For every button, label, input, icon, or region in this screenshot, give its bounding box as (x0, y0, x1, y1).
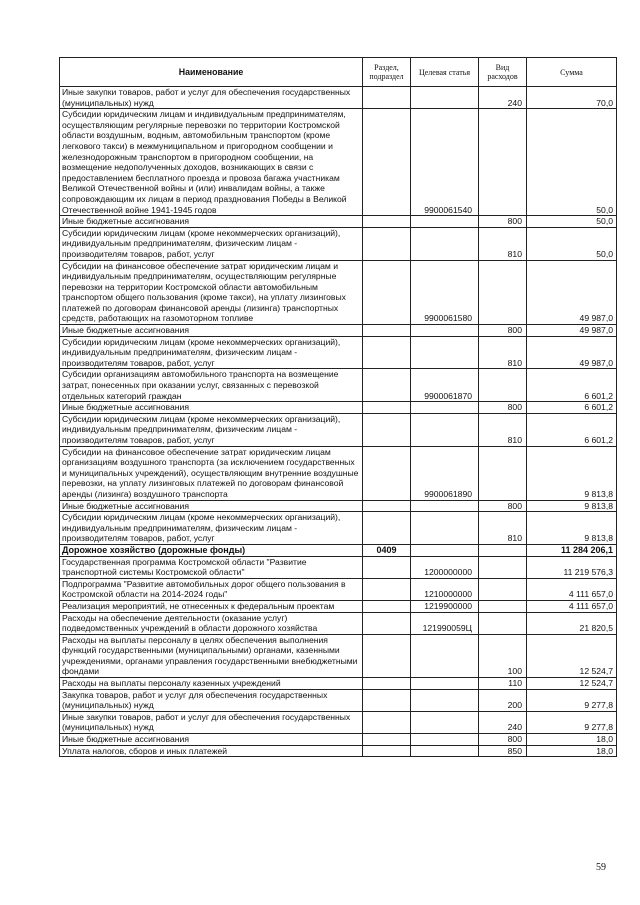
table-row (60, 600, 617, 612)
cell-name: Иные закупки товаров, работ и услуг для обеспечения государственных (муниципальных) нужд (60, 87, 363, 109)
table-row (60, 227, 617, 260)
cell-section (363, 87, 411, 109)
cell-sum: 9 813,8 (527, 512, 617, 545)
cell-name: Реализация мероприятий, не отнесенных к федеральным проектам (60, 600, 363, 612)
cell-name: Субсидии на финансовое обеспечение затрат юридическим лицам и индивидуальным предпринимателям, осуществляющим регулярные перевозки на территории Костромской области автомобильным транспортом общего пользования (кроме такси), на уплату лизинговых платежей по договорам финансовой аренды (лизинга) транспортных средств, работающих на газомоторном топливе (60, 260, 363, 325)
cell-name: Субсидии юридическим лицам (кроме некоммерческих организаций), индивидуальным предпринимателям, физическим лицам - производителям товаров, работ, услуг (60, 413, 363, 446)
cell-section (363, 578, 411, 600)
cell-section (363, 413, 411, 446)
cell-section (363, 325, 411, 337)
cell-section (363, 216, 411, 228)
cell-name: Иные закупки товаров, работ и услуг для обеспечения государственных (муниципальных) нужд (60, 711, 363, 733)
cell-target: 9900061580 (411, 260, 479, 325)
cell-expense: 110 (479, 678, 527, 690)
cell-section (363, 109, 411, 216)
cell-expense (479, 600, 527, 612)
cell-target (411, 689, 479, 711)
cell-name: Иные бюджетные ассигнования (60, 500, 363, 512)
cell-name: Расходы на выплаты персоналу казенных учреждений (60, 678, 363, 690)
table-row (60, 216, 617, 228)
cell-section (363, 402, 411, 414)
cell-sum: 50,0 (527, 227, 617, 260)
cell-target (411, 413, 479, 446)
cell-sum: 9 277,8 (527, 689, 617, 711)
cell-expense (479, 260, 527, 325)
cell-name: Расходы на выплаты персоналу в целях обеспечения выполнения функций государственными (муниципальными) органами, казенными учреждениями, органами управления государственными внебюджетными фондами (60, 634, 363, 677)
cell-target: 9900061540 (411, 109, 479, 216)
cell-name: Государственная программа Костромской области "Развитие транспортной системы Костромской области" (60, 556, 363, 578)
cell-target (411, 336, 479, 369)
cell-target: 9900061870 (411, 369, 479, 402)
cell-sum: 49 987,0 (527, 260, 617, 325)
cell-section (363, 446, 411, 500)
table-row (60, 678, 617, 690)
cell-expense: 810 (479, 336, 527, 369)
cell-section (363, 745, 411, 757)
table-row (60, 512, 617, 545)
cell-target (411, 711, 479, 733)
table-row (60, 711, 617, 733)
cell-expense: 100 (479, 634, 527, 677)
cell-expense (479, 369, 527, 402)
cell-expense (479, 109, 527, 216)
table-row (60, 260, 617, 325)
table-row (60, 544, 617, 556)
cell-section (363, 711, 411, 733)
cell-sum: 18,0 (527, 734, 617, 746)
cell-name: Иные бюджетные ассигнования (60, 402, 363, 414)
cell-section (363, 678, 411, 690)
table-row (60, 369, 617, 402)
cell-section (363, 612, 411, 634)
cell-section (363, 600, 411, 612)
cell-target (411, 227, 479, 260)
cell-expense: 810 (479, 512, 527, 545)
table-row (60, 413, 617, 446)
cell-name: Дорожное хозяйство (дорожные фонды) (60, 544, 363, 556)
cell-target (411, 87, 479, 109)
cell-expense: 800 (479, 734, 527, 746)
cell-sum: 4 111 657,0 (527, 578, 617, 600)
budget-table (59, 57, 617, 757)
cell-section (363, 512, 411, 545)
table-row (60, 402, 617, 414)
cell-expense: 810 (479, 227, 527, 260)
table-header (60, 58, 617, 87)
table-row (60, 689, 617, 711)
cell-name: Субсидии юридическим лицам (кроме некоммерческих организаций), индивидуальным предпринимателям, физическим лицам - производителям товаров, работ, услуг (60, 336, 363, 369)
cell-sum: 12 524,7 (527, 634, 617, 677)
cell-name: Субсидии организациям автомобильного транспорта на возмещение затрат, понесенных при оказании услуг, связанных с перевозкой отдельных категорий граждан (60, 369, 363, 402)
cell-expense: 850 (479, 745, 527, 757)
cell-sum: 49 987,0 (527, 336, 617, 369)
header-sum: Сумма (527, 58, 617, 87)
budget-table-wrapper (59, 57, 616, 757)
cell-name: Иные бюджетные ассигнования (60, 216, 363, 228)
cell-expense: 240 (479, 87, 527, 109)
cell-expense: 800 (479, 325, 527, 337)
cell-expense (479, 612, 527, 634)
page-number: 59 (596, 862, 606, 873)
cell-name: Подпрограмма "Развитие автомобильных дорог общего пользования в Костромской области на 2014-2024 годы" (60, 578, 363, 600)
cell-sum: 21 820,5 (527, 612, 617, 634)
header-target: Целевая статья (411, 58, 479, 87)
cell-name: Уплата налогов, сборов и иных платежей (60, 745, 363, 757)
cell-target (411, 634, 479, 677)
table-row (60, 109, 617, 216)
cell-sum: 9 277,8 (527, 711, 617, 733)
cell-expense (479, 556, 527, 578)
cell-target (411, 745, 479, 757)
cell-sum: 12 524,7 (527, 678, 617, 690)
cell-section (363, 556, 411, 578)
cell-name: Субсидии юридическим лицам и индивидуальным предпринимателям, осуществляющим регулярные перевозки по территории Костромской области воздушным, водным, автомобильным транспортом (кроме легкового такси) в межмуниципальном и пригородном сообщении и железнодорожным транспортом в пригородном сообщении, на возмещение недополученных доходов, возникающих в связи с предоставлением бесплатного проезда и провоза багажа участникам Великой Отечественной войны и (или) инвалидам войны, а также сопровождающим их лицам в период празднования Победы в Великой Отечественной войне 1941-1945 годов (60, 109, 363, 216)
cell-sum: 6 601,2 (527, 402, 617, 414)
cell-target: 1200000000 (411, 556, 479, 578)
cell-target: 1219900000 (411, 600, 479, 612)
cell-expense: 800 (479, 216, 527, 228)
cell-target (411, 678, 479, 690)
cell-name: Субсидии юридическим лицам (кроме некоммерческих организаций), индивидуальным предпринимателям, физическим лицам - производителям товаров, работ, услуг (60, 227, 363, 260)
cell-section (363, 260, 411, 325)
cell-section: 0409 (363, 544, 411, 556)
cell-section (363, 689, 411, 711)
cell-target (411, 734, 479, 746)
cell-expense: 240 (479, 711, 527, 733)
table-row (60, 325, 617, 337)
cell-section (363, 369, 411, 402)
cell-name: Субсидии юридическим лицам (кроме некоммерческих организаций), индивидуальным предпринимателям, физическим лицам - производителям товаров, работ, услуг (60, 512, 363, 545)
cell-name: Расходы на обеспечение деятельности (оказание услуг) подведомственных учреждений в области дорожного хозяйства (60, 612, 363, 634)
table-row (60, 745, 617, 757)
cell-sum: 50,0 (527, 216, 617, 228)
cell-name: Субсидии на финансовое обеспечение затрат юридическим лицам организациям воздушного транспорта (за исключением государственных и муниципальных учреждений), осуществляющим внутренние воздушные перевозки, на уплату лизинговых платежей по договорам финансовой аренды (лизинга) воздушного транспорта (60, 446, 363, 500)
cell-sum: 9 813,8 (527, 500, 617, 512)
cell-target (411, 325, 479, 337)
table-row (60, 578, 617, 600)
header-name: Наименование (60, 58, 363, 87)
cell-expense: 810 (479, 413, 527, 446)
table-body (60, 87, 617, 757)
cell-expense (479, 446, 527, 500)
cell-target: 9900061890 (411, 446, 479, 500)
cell-expense: 800 (479, 500, 527, 512)
header-expense: Вид расходов (479, 58, 527, 87)
table-row (60, 634, 617, 677)
cell-name: Иные бюджетные ассигнования (60, 325, 363, 337)
header-row (60, 58, 617, 87)
cell-name: Иные бюджетные ассигнования (60, 734, 363, 746)
cell-name: Закупка товаров, работ и услуг для обеспечения государственных (муниципальных) нужд (60, 689, 363, 711)
cell-expense: 200 (479, 689, 527, 711)
cell-sum: 50,0 (527, 109, 617, 216)
cell-target (411, 512, 479, 545)
cell-sum: 11 284 206,1 (527, 544, 617, 556)
table-row (60, 87, 617, 109)
cell-section (363, 227, 411, 260)
header-section: Раздел, подраздел (363, 58, 411, 87)
table-row (60, 556, 617, 578)
cell-sum: 11 219 576,3 (527, 556, 617, 578)
table-row (60, 446, 617, 500)
cell-target (411, 216, 479, 228)
table-row (60, 500, 617, 512)
cell-target (411, 402, 479, 414)
cell-sum: 70,0 (527, 87, 617, 109)
cell-expense (479, 578, 527, 600)
cell-sum: 9 813,8 (527, 446, 617, 500)
cell-target: 1210000000 (411, 578, 479, 600)
cell-sum: 6 601,2 (527, 413, 617, 446)
cell-section (363, 734, 411, 746)
cell-section (363, 500, 411, 512)
cell-sum: 49 987,0 (527, 325, 617, 337)
cell-target (411, 500, 479, 512)
cell-sum: 4 111 657,0 (527, 600, 617, 612)
cell-target (411, 544, 479, 556)
cell-target: 121990059Ц (411, 612, 479, 634)
cell-expense: 800 (479, 402, 527, 414)
cell-sum: 6 601,2 (527, 369, 617, 402)
cell-sum: 18,0 (527, 745, 617, 757)
table-row (60, 734, 617, 746)
cell-section (363, 336, 411, 369)
table-row (60, 336, 617, 369)
cell-section (363, 634, 411, 677)
table-row (60, 612, 617, 634)
cell-expense (479, 544, 527, 556)
